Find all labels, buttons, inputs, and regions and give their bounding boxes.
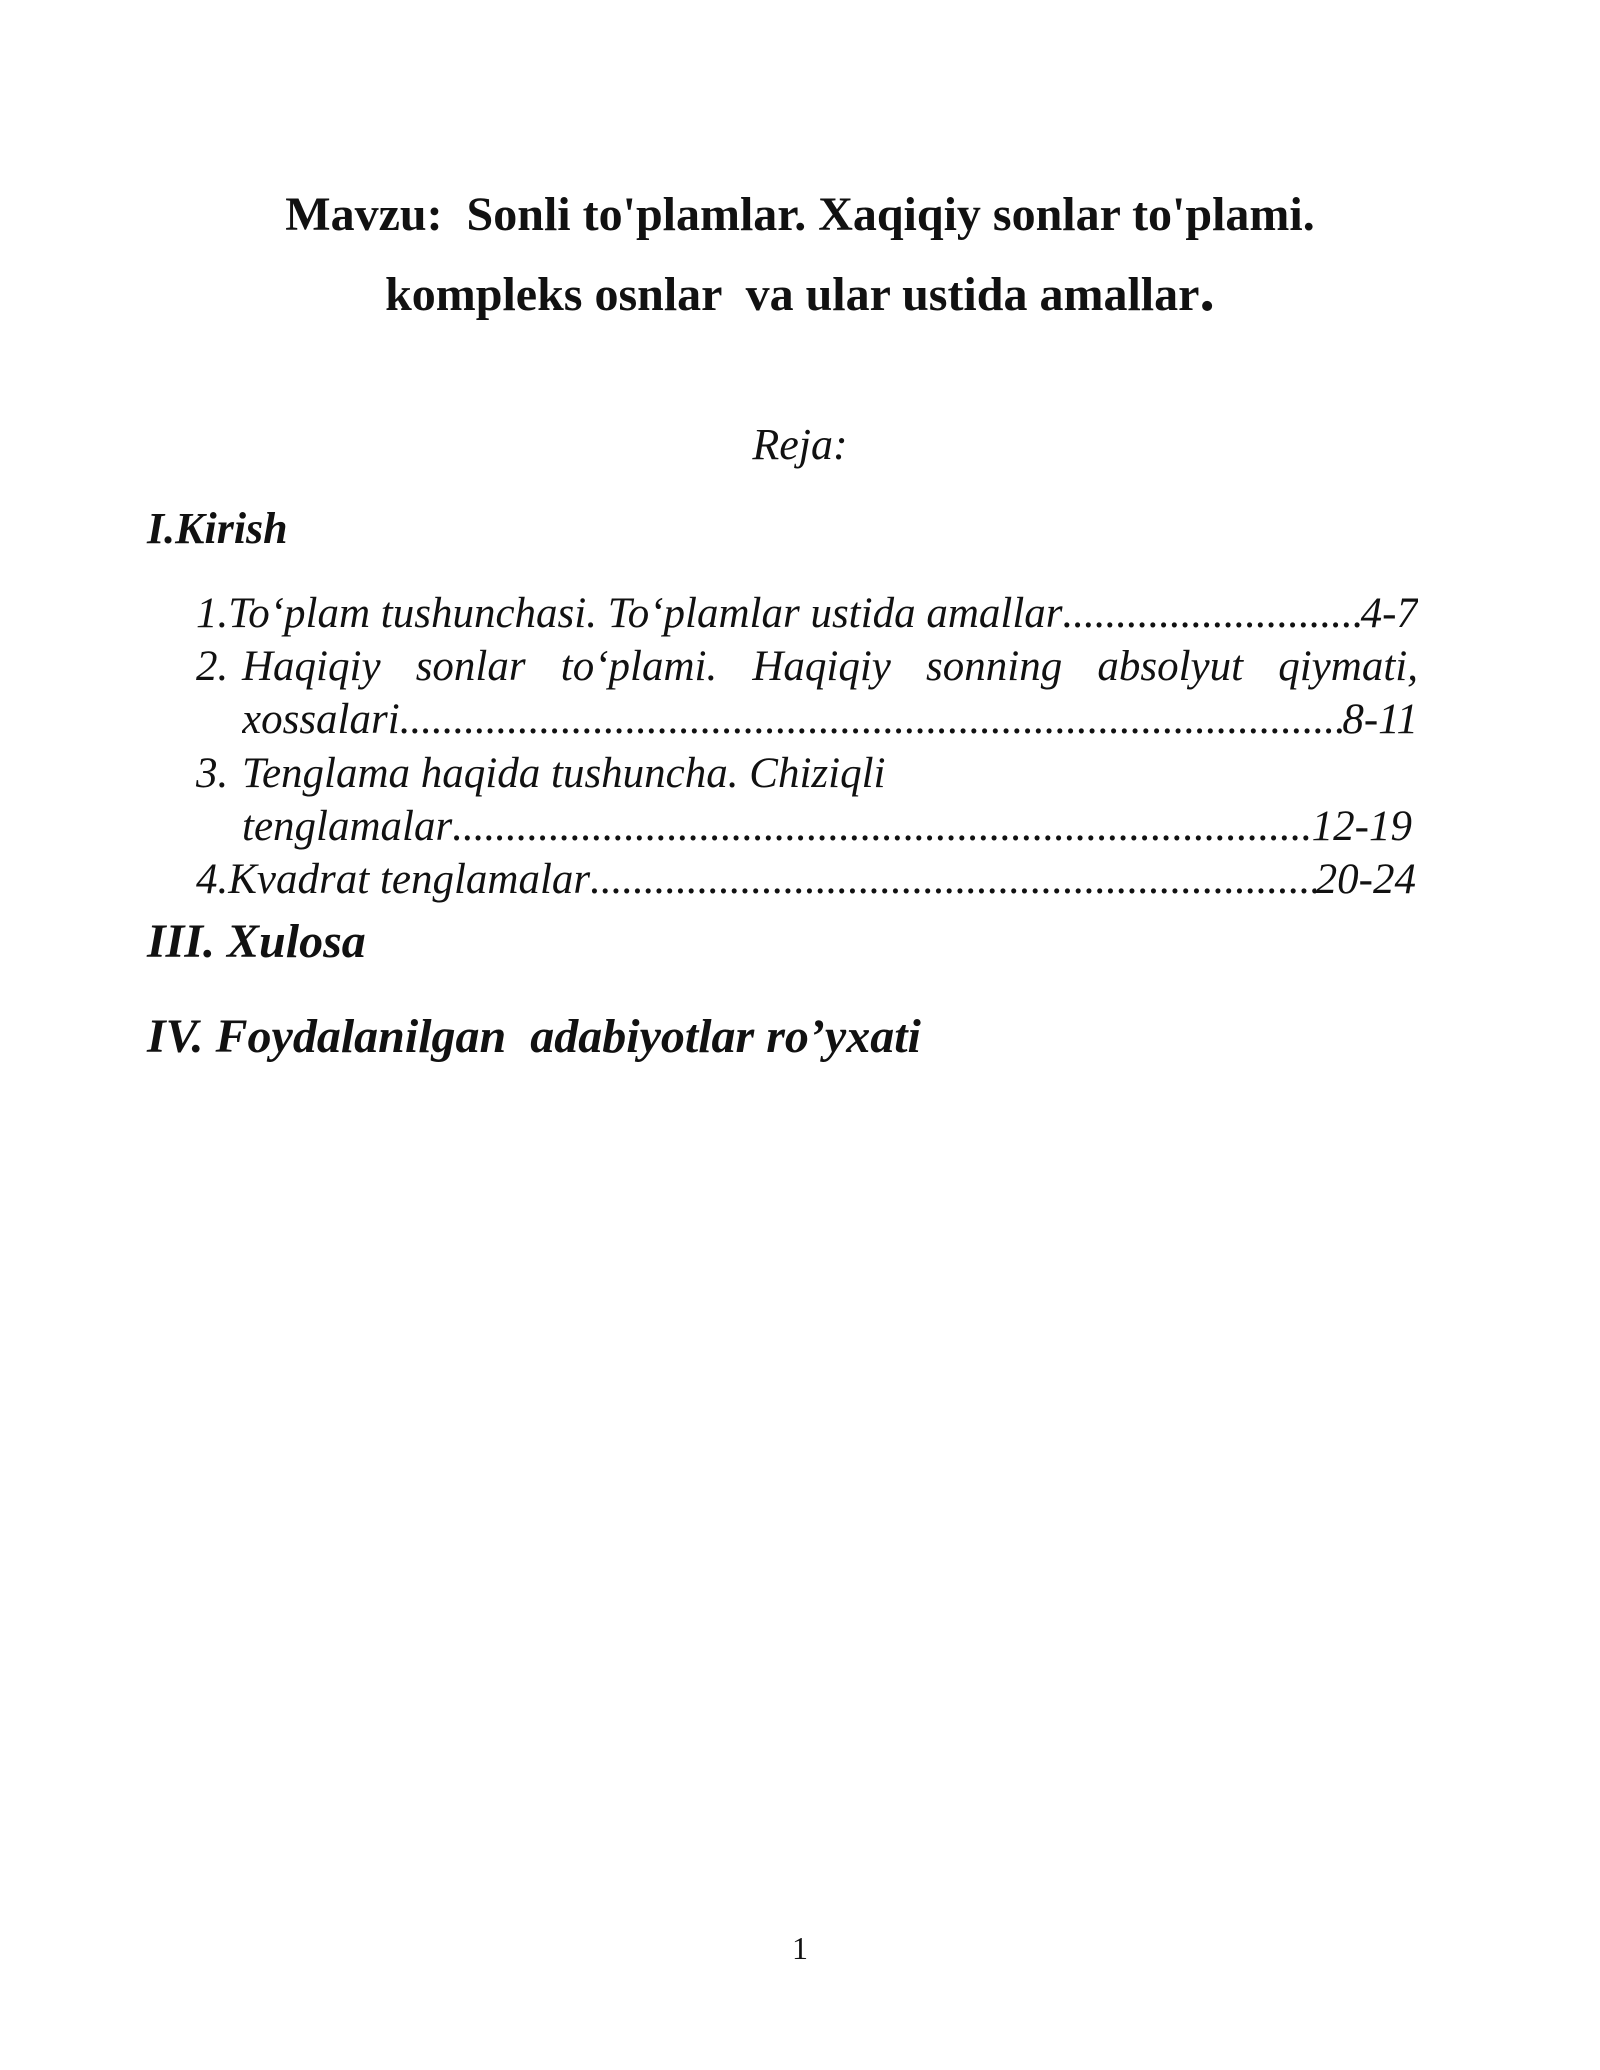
toc-item-4-text: Kvadrat tenglamalar [228,856,591,903]
toc-item-2-word: Haqiqiy [752,643,891,690]
toc-item-1-text: To‘plam tushunchasi. To‘plamlar ustida amallar [228,590,1063,637]
toc-item-3-text: Tenglama haqida tushuncha. Chiziqli [242,750,886,797]
toc-item-4-leader [590,854,1316,906]
page-title-line-2-text: kompleks osnlar va ular ustida amallar [385,268,1200,321]
toc-item-1 [196,588,1418,640]
toc-item-2-word: absolyut [1097,643,1244,690]
toc-item-1-pages: 4-7 [1360,590,1418,637]
toc-item-2-number: 2. [196,643,229,690]
toc-item-2-text [242,641,1418,693]
toc-item-3-number: 3. [196,750,229,797]
page-title-line-1: Mavzu: Sonli to'plamlar. Xaqiqiy sonlar to'plami. [285,188,1315,241]
toc-item-4-number: 4. [196,856,229,903]
toc-item-2-word: qiymati, [1278,643,1418,690]
toc-item-2-word: Haqiqiy [242,643,381,690]
toc-item-3 [196,748,885,800]
page-number: 1 [792,1930,808,1966]
toc-item-2-leader [400,694,1343,746]
toc-item-2-pages: 8-11 [1342,696,1418,743]
toc-item-3-leader [452,801,1311,853]
toc-item-2-word: to‘plami. [560,643,718,690]
section-references: IV. Foydalanilgan adabiyotlar ro’yxati [147,1010,921,1063]
toc-item-4-pages: 20-24 [1315,856,1416,903]
toc-item-2-continuation [242,694,1418,746]
page-title-line-2 [0,256,1600,325]
toc-item-2-word: sonning [926,643,1063,690]
toc-item-4 [196,854,1416,906]
toc-item-1-number: 1. [196,590,229,637]
toc-item-3-continuation [242,801,1412,853]
plan-heading: Reja: [752,420,848,469]
toc-item-3-cont-text: tenglamalar [242,803,453,850]
toc-item-1-leader [1063,588,1361,640]
toc-item-2-word: sonlar [415,643,526,690]
page-title-period: . [1199,256,1215,324]
toc-item-3-pages: 12-19 [1311,803,1412,850]
section-introduction: I.Kirish [147,504,288,553]
section-conclusion: III. Xulosa [147,915,366,968]
toc-item-2-cont-text: xossalari [242,696,400,743]
toc-item-2 [196,641,1418,693]
